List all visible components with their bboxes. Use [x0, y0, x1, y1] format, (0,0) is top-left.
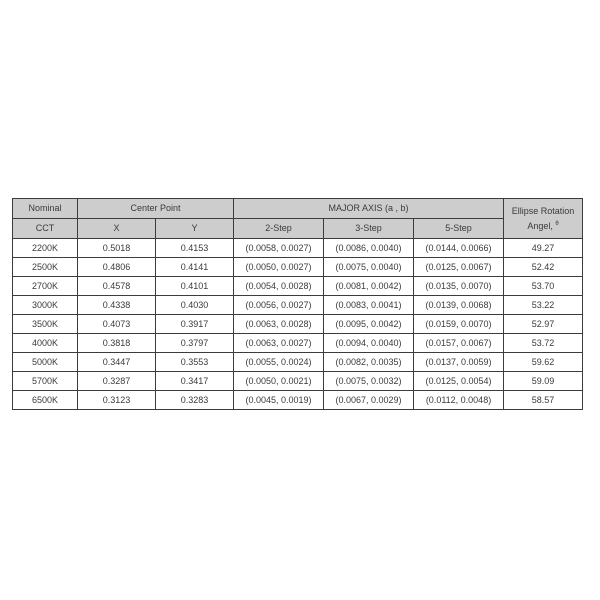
- cct-cell: 2500K: [13, 258, 78, 277]
- header-rotation-line2: Angel,: [527, 220, 553, 231]
- step3-cell: (0.0083, 0.0041): [324, 296, 414, 315]
- angle-cell: 59.09: [504, 372, 583, 391]
- step5-cell: (0.0135, 0.0070): [414, 277, 504, 296]
- step5-cell: (0.0125, 0.0067): [414, 258, 504, 277]
- header-row-2: [13, 219, 583, 239]
- step5-cell: (0.0159, 0.0070): [414, 315, 504, 334]
- cct-cell: 3000K: [13, 296, 78, 315]
- x-cell: 0.3447: [78, 353, 156, 372]
- header-cct: CCT: [13, 219, 78, 239]
- step3-cell: (0.0082, 0.0035): [324, 353, 414, 372]
- x-cell: 0.4578: [78, 277, 156, 296]
- angle-cell: 49.27: [504, 239, 583, 258]
- header-ellipse-rotation: [504, 199, 583, 239]
- step2-cell: (0.0058, 0.0027): [234, 239, 324, 258]
- header-major-axis: MAJOR AXIS (a , b): [234, 199, 504, 219]
- step3-cell: (0.0075, 0.0032): [324, 372, 414, 391]
- angle-cell: 53.72: [504, 334, 583, 353]
- header-rotation-line1: Ellipse Rotation: [511, 205, 575, 216]
- x-cell: 0.3818: [78, 334, 156, 353]
- header-2-step: 2-Step: [234, 219, 324, 239]
- angle-cell: 53.70: [504, 277, 583, 296]
- table-row: [13, 277, 583, 296]
- step3-cell: (0.0094, 0.0040): [324, 334, 414, 353]
- step2-cell: (0.0045, 0.0019): [234, 391, 324, 410]
- y-cell: 0.3917: [156, 315, 234, 334]
- angle-cell: 59.62: [504, 353, 583, 372]
- x-cell: 0.5018: [78, 239, 156, 258]
- x-cell: 0.4073: [78, 315, 156, 334]
- x-cell: 0.3287: [78, 372, 156, 391]
- cct-cell: 2200K: [13, 239, 78, 258]
- header-5-step: 5-Step: [414, 219, 504, 239]
- angle-cell: 58.57: [504, 391, 583, 410]
- cct-cell: 3500K: [13, 315, 78, 334]
- table-body: [13, 239, 583, 410]
- step2-cell: (0.0055, 0.0024): [234, 353, 324, 372]
- step2-cell: (0.0056, 0.0027): [234, 296, 324, 315]
- header-3-step: 3-Step: [324, 219, 414, 239]
- cct-cell: 4000K: [13, 334, 78, 353]
- angle-cell: 52.97: [504, 315, 583, 334]
- step2-cell: (0.0050, 0.0027): [234, 258, 324, 277]
- cct-cell: 5000K: [13, 353, 78, 372]
- x-cell: 0.3123: [78, 391, 156, 410]
- step5-cell: (0.0157, 0.0067): [414, 334, 504, 353]
- step3-cell: (0.0067, 0.0029): [324, 391, 414, 410]
- step2-cell: (0.0063, 0.0027): [234, 334, 324, 353]
- macadam-ellipse-table: [12, 198, 583, 410]
- step5-cell: (0.0144, 0.0066): [414, 239, 504, 258]
- angle-cell: 53.22: [504, 296, 583, 315]
- header-center-point: Center Point: [78, 199, 234, 219]
- x-cell: 0.4338: [78, 296, 156, 315]
- step5-cell: (0.0137, 0.0059): [414, 353, 504, 372]
- step2-cell: (0.0050, 0.0021): [234, 372, 324, 391]
- y-cell: 0.4153: [156, 239, 234, 258]
- table-row: [13, 296, 583, 315]
- y-cell: 0.3553: [156, 353, 234, 372]
- step2-cell: (0.0054, 0.0028): [234, 277, 324, 296]
- y-cell: 0.3283: [156, 391, 234, 410]
- step5-cell: (0.0139, 0.0068): [414, 296, 504, 315]
- table-row: [13, 315, 583, 334]
- angle-cell: 52.42: [504, 258, 583, 277]
- cct-cell: 5700K: [13, 372, 78, 391]
- table-row: [13, 239, 583, 258]
- table-row: [13, 258, 583, 277]
- y-cell: 0.3797: [156, 334, 234, 353]
- step3-cell: (0.0095, 0.0042): [324, 315, 414, 334]
- y-cell: 0.4030: [156, 296, 234, 315]
- y-cell: 0.4141: [156, 258, 234, 277]
- step2-cell: (0.0063, 0.0028): [234, 315, 324, 334]
- theta-symbol: θ: [555, 220, 559, 227]
- step3-cell: (0.0086, 0.0040): [324, 239, 414, 258]
- y-cell: 0.3417: [156, 372, 234, 391]
- header-y: Y: [156, 219, 234, 239]
- table-row: [13, 372, 583, 391]
- step3-cell: (0.0075, 0.0040): [324, 258, 414, 277]
- cct-cell: 2700K: [13, 277, 78, 296]
- header-row-1: [13, 199, 583, 219]
- step5-cell: (0.0125, 0.0054): [414, 372, 504, 391]
- header-nominal: Nominal: [13, 199, 78, 219]
- header-x: X: [78, 219, 156, 239]
- step5-cell: (0.0112, 0.0048): [414, 391, 504, 410]
- table-row: [13, 334, 583, 353]
- table-row: [13, 391, 583, 410]
- table-row: [13, 353, 583, 372]
- step3-cell: (0.0081, 0.0042): [324, 277, 414, 296]
- cct-cell: 6500K: [13, 391, 78, 410]
- x-cell: 0.4806: [78, 258, 156, 277]
- y-cell: 0.4101: [156, 277, 234, 296]
